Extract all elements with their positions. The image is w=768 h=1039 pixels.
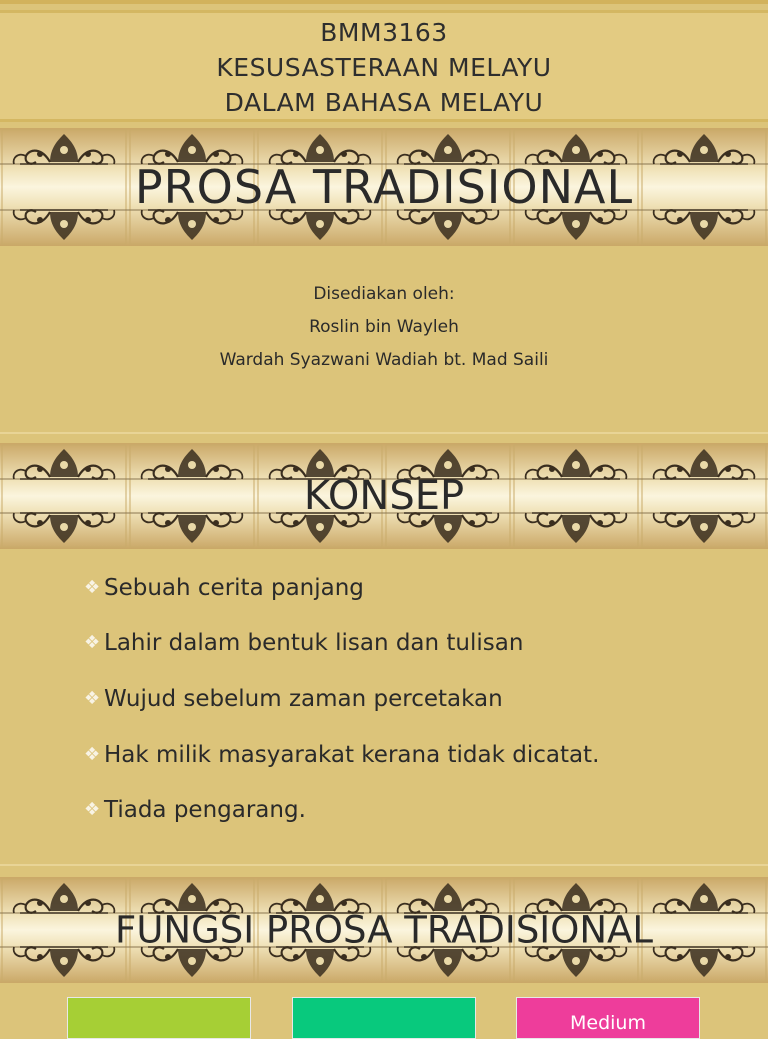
diamond-bullet-icon: ❖ (84, 743, 101, 765)
ornament-motif (14, 210, 115, 240)
slide-top-edge (0, 0, 768, 4)
fungsi-banner (0, 877, 768, 983)
section-title-fungsi: FUNGSI PROSA TRADISIONAL (115, 908, 653, 952)
konsep-list (84, 560, 599, 838)
list-item: ❖ Sebuah cerita panjang (84, 560, 599, 616)
ornament-motif (270, 947, 371, 977)
diamond-bullet-icon: ❖ (84, 576, 101, 598)
section-divider (0, 432, 768, 434)
title-banner (0, 128, 768, 246)
prepared-by-label: Disediakan oleh: (313, 284, 455, 304)
ornament-motif (654, 947, 755, 977)
konsep-banner (0, 443, 768, 549)
author-1: Roslin bin Wayleh (309, 317, 459, 337)
ornament-motif (14, 947, 115, 977)
ornament-motif (142, 947, 243, 977)
course-title-line-2: DALAM BAHASA MELAYU (224, 88, 544, 117)
ornament-motif (526, 210, 627, 240)
list-item: ❖ Hak milik masyarakat kerana tidak dicatat. (84, 727, 599, 783)
fungsi-box-2 (292, 997, 476, 1039)
ornament-motif (654, 210, 755, 240)
list-item: ❖ Tiada pengarang. (84, 782, 599, 838)
ornament-motif (270, 210, 371, 240)
page-title: PROSA TRADISIONAL (134, 160, 634, 214)
fungsi-box-3: Medium (516, 997, 700, 1039)
diamond-bullet-icon: ❖ (84, 799, 101, 821)
fungsi-box-1 (67, 997, 251, 1039)
list-item: ❖ Wujud sebelum zaman percetakan (84, 671, 599, 727)
prepared-by (0, 278, 768, 377)
ornament-motif (398, 210, 499, 240)
fungsi-boxes (0, 997, 768, 1034)
diamond-bullet-icon: ❖ (84, 632, 101, 654)
section-divider (0, 864, 768, 866)
course-code: BMM3163 (320, 18, 448, 47)
course-title-line-1: KESUSASTERAAN MELAYU (216, 53, 552, 82)
course-header (0, 10, 768, 122)
diamond-bullet-icon: ❖ (84, 687, 101, 709)
author-2: Wardah Syazwani Wadiah bt. Mad Saili (219, 350, 549, 370)
ornament-motif (142, 210, 243, 240)
list-item: ❖ Lahir dalam bentuk lisan dan tulisan (84, 616, 599, 672)
ornament-motif (526, 947, 627, 977)
ornament-motif (398, 947, 499, 977)
section-title-konsep: KONSEP (303, 473, 465, 519)
